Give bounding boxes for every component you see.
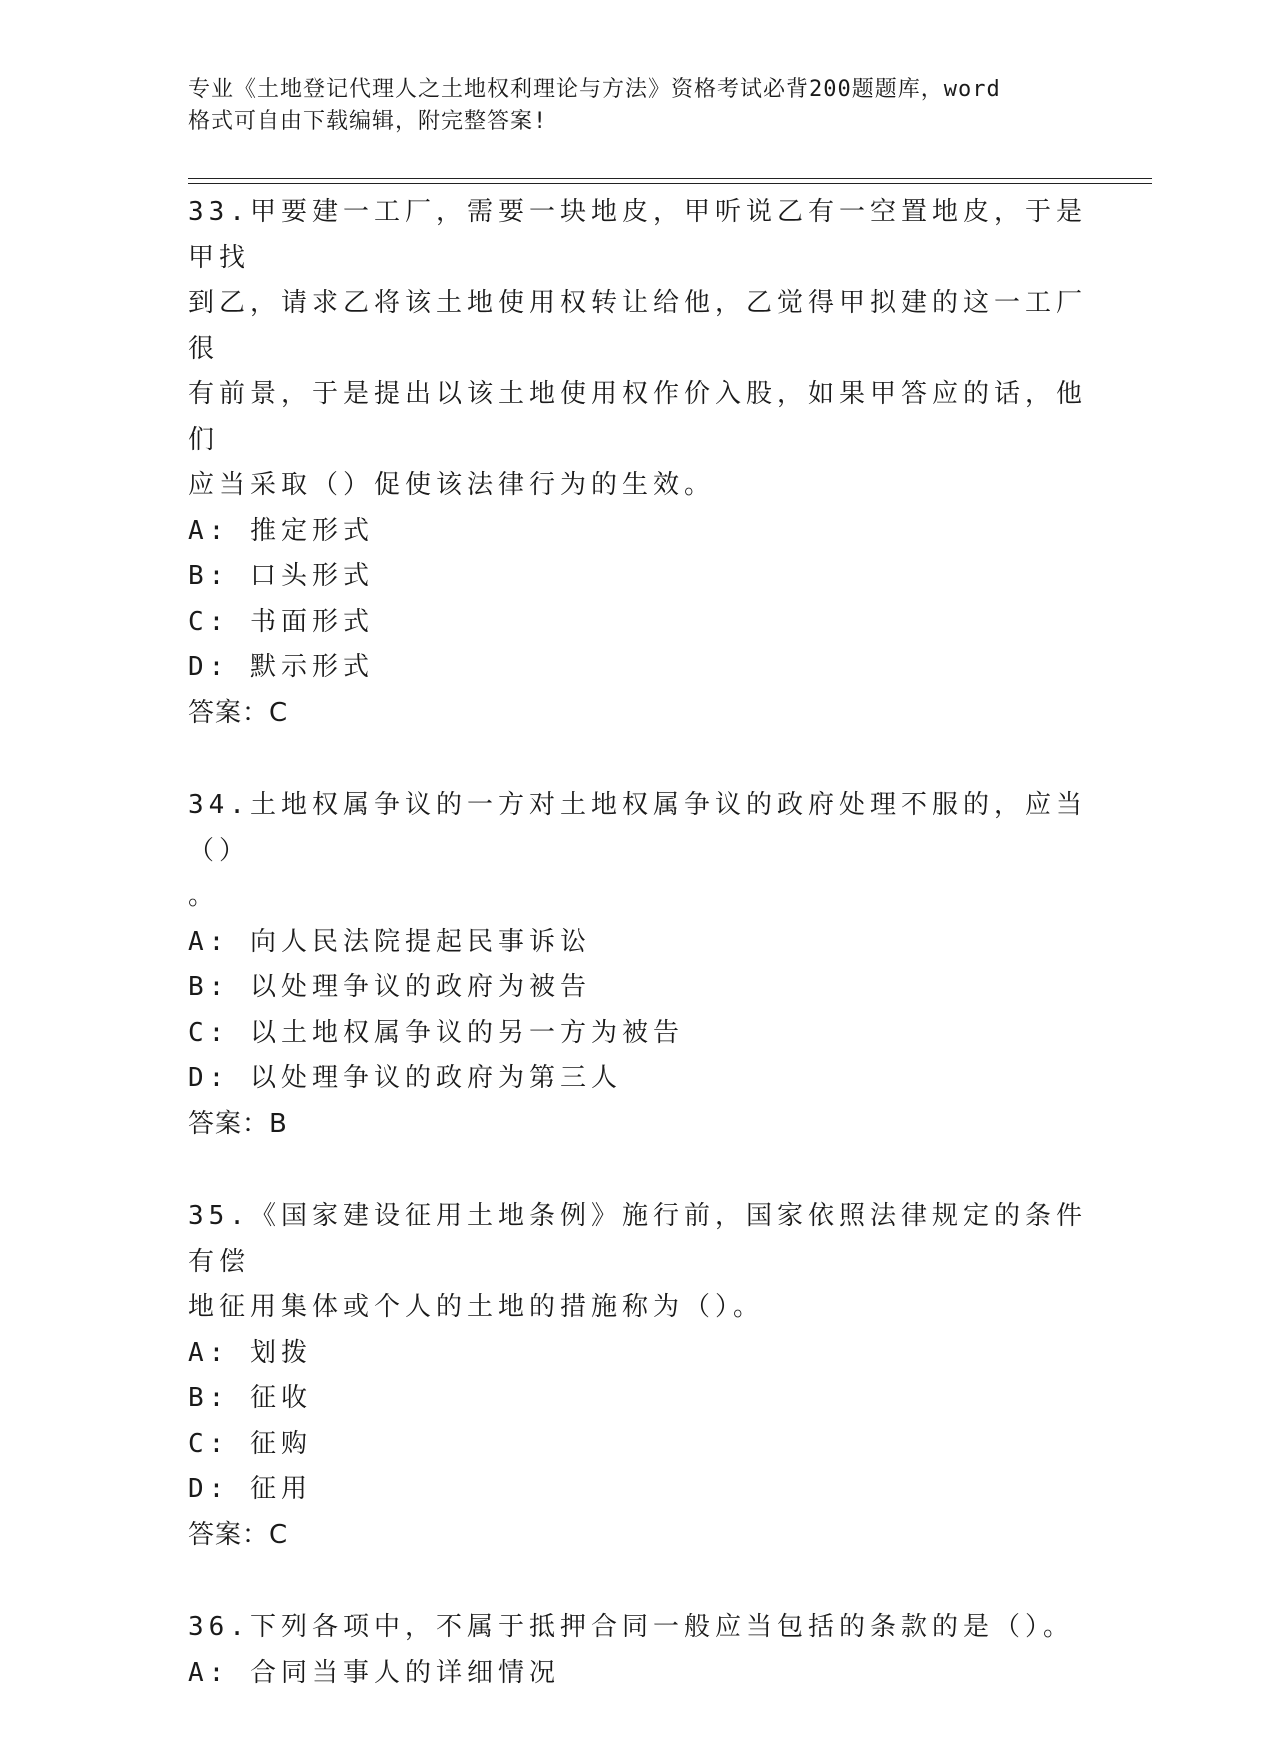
- header-line-1: 专业《土地登记代理人之土地权利理论与方法》资格考试必背200题题库，word: [188, 77, 1001, 102]
- header-divider-top: [188, 178, 1152, 179]
- option-b: B: 口头形式: [188, 561, 374, 591]
- question-stem: [188, 1605, 1088, 1651]
- option-d: D: 征用: [188, 1474, 312, 1504]
- header-divider-bottom: [188, 183, 1152, 184]
- stem-line: 。: [188, 881, 220, 911]
- option-b: B: 以处理争议的政府为被告: [188, 972, 591, 1002]
- option-a: A: 合同当事人的详细情况: [188, 1657, 560, 1688]
- question-stem: [188, 190, 1088, 509]
- option-d: D: 以处理争议的政府为第三人: [188, 1063, 622, 1093]
- option-b: B: 征收: [188, 1383, 312, 1413]
- stem-line: 地征用集体或个人的土地的措施称为（）。: [188, 1292, 765, 1322]
- stem-line: 35.《国家建设征用土地条例》施行前，国家依照法律规定的条件有偿: [188, 1201, 1087, 1277]
- option-a: A: 划拨: [188, 1337, 312, 1368]
- answer-line: 答案：B: [188, 1108, 288, 1139]
- question-list: [188, 190, 1088, 1743]
- document-header: [188, 74, 1088, 138]
- question-stem: [188, 783, 1088, 920]
- stem-line: 34.土地权属争议的一方对土地权属争议的政府处理不服的，应当（）: [188, 790, 1087, 866]
- question-35: [188, 1194, 1088, 1558]
- header-line-2: 格式可自由下载编辑，附完整答案!: [188, 109, 548, 134]
- stem-line: 33.甲要建一工厂，需要一块地皮，甲听说乙有一空置地皮，于是甲找: [188, 197, 1087, 273]
- answer-line: 答案：C: [188, 697, 289, 728]
- stem-line: 应当采取（）促使该法律行为的生效。: [188, 470, 716, 500]
- option-d: D: 默示形式: [188, 652, 374, 682]
- question-34: [188, 783, 1088, 1147]
- stem-line: 到乙，请求乙将该土地使用权转让给他，乙觉得甲拟建的这一工厂很: [188, 288, 1088, 364]
- answer-line: 答案：C: [188, 1519, 289, 1550]
- stem-line: 有前景，于是提出以该土地使用权作价入股，如果甲答应的话，他们: [188, 379, 1088, 455]
- stem-line: 36.下列各项中，不属于抵押合同一般应当包括的条款的是（）。: [188, 1612, 1074, 1642]
- option-c: C: 征购: [188, 1428, 312, 1459]
- question-stem: [188, 1194, 1088, 1331]
- option-a: A: 推定形式: [188, 515, 374, 546]
- option-a: A: 向人民法院提起民事诉讼: [188, 926, 591, 957]
- option-c: C: 书面形式: [188, 606, 374, 637]
- question-36: [188, 1605, 1088, 1696]
- question-33: [188, 190, 1088, 736]
- option-c: C: 以土地权属争议的另一方为被告: [188, 1017, 684, 1048]
